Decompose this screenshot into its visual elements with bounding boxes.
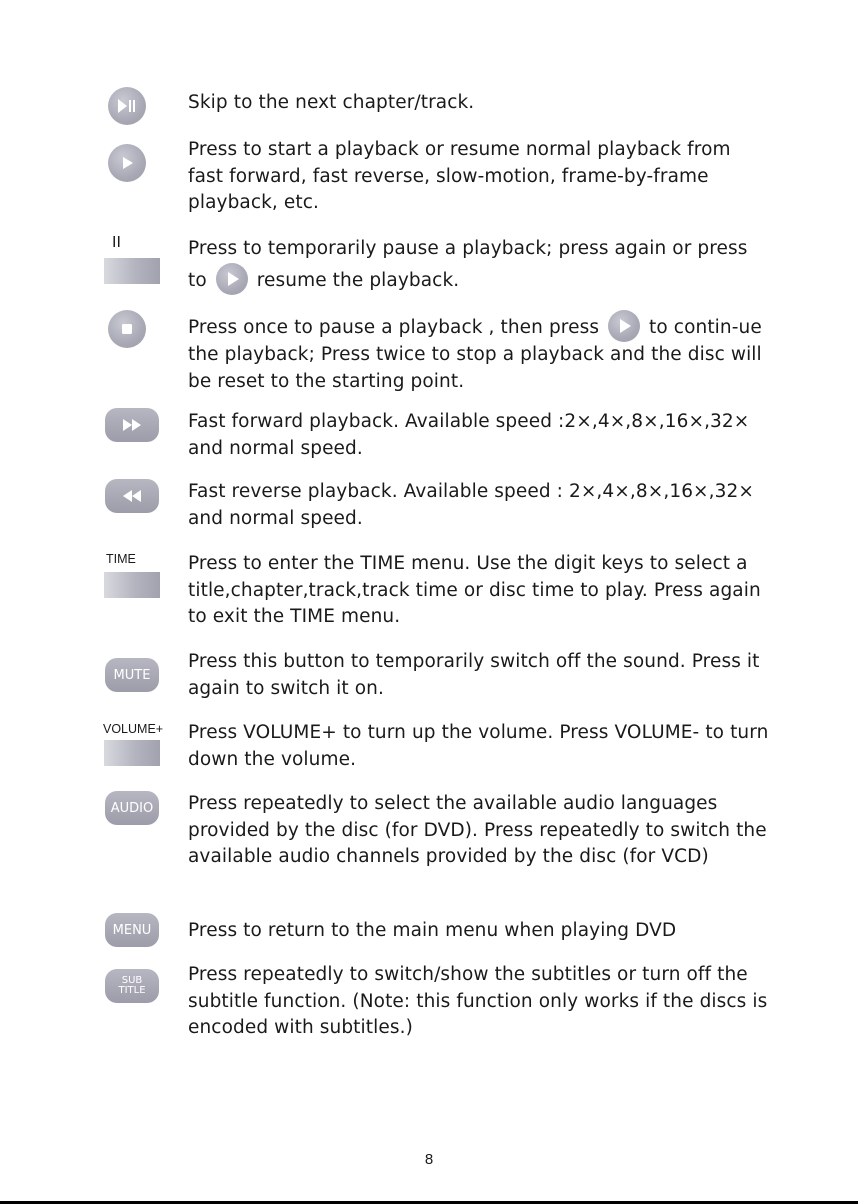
item-text: Fast reverse playback. Available speed : 2×,4×,8×,16×,32× and normal speed.: [188, 481, 754, 529]
fast-forward-glyph: [121, 418, 143, 432]
item-text: Skip to the next chapter/track.: [188, 92, 475, 113]
time-label: TIME: [106, 552, 136, 566]
item-text: [188, 236, 770, 295]
pause-icon: II: [112, 234, 121, 251]
play-pause-glyph: [116, 98, 138, 114]
item-text: Press to return to the main menu when playing DVD: [188, 920, 677, 941]
item-text-before: Press to temporarily pause a playback; press again or press to: [188, 238, 748, 291]
rewind-icon: [105, 479, 159, 513]
item-text-after: resume the playback.: [256, 269, 460, 291]
stop-glyph: [120, 322, 134, 336]
item-text: Press repeatedly to select the available audio languages provided by the disc (for DVD). Press repeatedly to switch the available audio channels provided by the disc (for VCD): [188, 793, 767, 867]
play-icon: [608, 310, 640, 342]
fast-forward-icon: [105, 408, 159, 442]
time-button: [104, 572, 160, 598]
volume-up-button: [104, 740, 160, 766]
volume-up-label: VOLUME+: [103, 722, 164, 736]
mute-button: MUTE: [105, 658, 159, 692]
item-text: Press to start a playback or resume normal playback from fast forward, fast reverse, slow-motion, frame-by-frame playback, etc.: [188, 139, 731, 213]
subtitle-button: [105, 969, 159, 1003]
item-text: Press to enter the TIME menu. Use the digit keys to select a title,chapter,track,track time or disc time to play. Press again to exit the TIME menu.: [188, 553, 761, 627]
play-glyph: [119, 155, 135, 171]
item-text: Press VOLUME+ to turn up the volume. Press VOLUME- to turn down the volume.: [188, 722, 769, 770]
menu-button: MENU: [105, 913, 159, 947]
stop-icon: [108, 310, 146, 348]
page-number: 8: [424, 1151, 434, 1168]
item-text: Fast forward playback. Available speed :2×,4×,8×,16×,32× and normal speed.: [188, 411, 750, 459]
item-text-before: Press once to pause a playback , then press: [188, 317, 600, 338]
subtitle-label-line1: SUB: [121, 975, 143, 986]
item-text-after: to contin-ue the playback; Press twice to stop a playback and the disc will be reset to the starting point.: [188, 317, 762, 392]
item-text: [188, 310, 770, 395]
rewind-glyph: [121, 489, 143, 503]
play-pause-icon: [108, 87, 146, 125]
audio-button: AUDIO: [105, 791, 159, 825]
subtitle-label-line2: TITLE: [118, 985, 146, 996]
item-text: Press this button to temporarily switch off the sound. Press it again to switch it on.: [188, 651, 760, 699]
play-icon: [108, 144, 146, 182]
pause-button: [104, 258, 160, 284]
item-text: Press repeatedly to switch/show the subtitles or turn off the subtitle function. (Note: this function only works if the discs is encoded with subtitles.): [188, 964, 768, 1038]
play-icon: [216, 263, 248, 295]
